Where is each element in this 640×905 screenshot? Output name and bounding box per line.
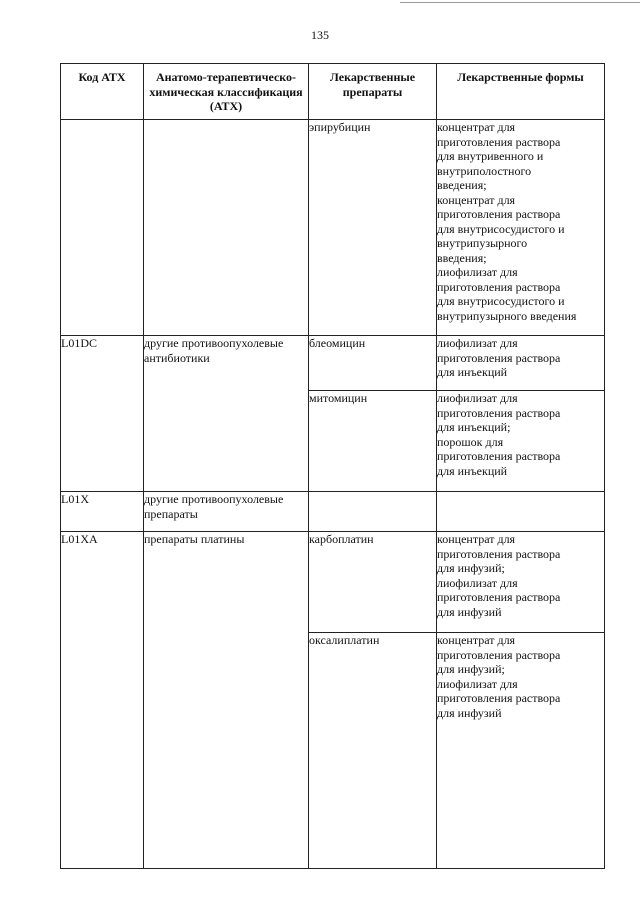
drug-cell: блеомицин bbox=[309, 336, 437, 391]
dosage-form-cell: концентрат для приготовления раствора для внутривенного и внутриполостного введения; концентрат для приготовления раствора для внутрисосудистого и внутрипузырного введения; лиофилизат для приготовления раствора для внутрисосудистого и внутрипузырного введения bbox=[437, 120, 605, 336]
table-row bbox=[61, 336, 605, 391]
drug-cell: митомицин bbox=[309, 391, 437, 492]
atx-classification-cell: другие противоопухолевые препараты bbox=[144, 492, 309, 532]
header-atx-code: Код АТХ bbox=[61, 64, 144, 120]
drug-cell: карбоплатин bbox=[309, 532, 437, 633]
atx-code-cell bbox=[61, 120, 144, 336]
table-row bbox=[61, 492, 605, 532]
page-number: 135 bbox=[311, 28, 329, 42]
atx-classification-cell: препараты платины bbox=[144, 532, 309, 869]
top-rule bbox=[400, 2, 640, 3]
drug-cell: эпирубицин bbox=[309, 120, 437, 336]
dosage-form-cell: концентрат для приготовления раствора для инфузий; лиофилизат для приготовления раствора для инфузий bbox=[437, 532, 605, 633]
table-row bbox=[61, 120, 605, 336]
atx-code-cell: L01XA bbox=[61, 532, 144, 869]
atx-table bbox=[60, 63, 605, 869]
atx-code-cell: L01X bbox=[61, 492, 144, 532]
dosage-form-cell: лиофилизат для приготовления раствора для инъекций; порошок для приготовления раствора для инъекций bbox=[437, 391, 605, 492]
atx-classification-cell bbox=[144, 120, 309, 336]
drug-cell bbox=[309, 492, 437, 532]
header-atx-classification: Анатомо-терапевтическо-химическая классификация (АТХ) bbox=[144, 64, 309, 120]
table-row bbox=[61, 532, 605, 633]
table-header-row bbox=[61, 64, 605, 120]
drug-cell: оксалиплатин bbox=[309, 633, 437, 869]
dosage-form-cell: концентрат для приготовления раствора для инфузий; лиофилизат для приготовления раствора для инфузий bbox=[437, 633, 605, 869]
atx-classification-cell: другие противоопухолевые антибиотики bbox=[144, 336, 309, 492]
header-drugs: Лекарственные препараты bbox=[309, 64, 437, 120]
header-dosage-forms: Лекарственные формы bbox=[437, 64, 605, 120]
dosage-form-cell bbox=[437, 492, 605, 532]
atx-code-cell: L01DC bbox=[61, 336, 144, 492]
dosage-form-cell: лиофилизат для приготовления раствора для инъекций bbox=[437, 336, 605, 391]
